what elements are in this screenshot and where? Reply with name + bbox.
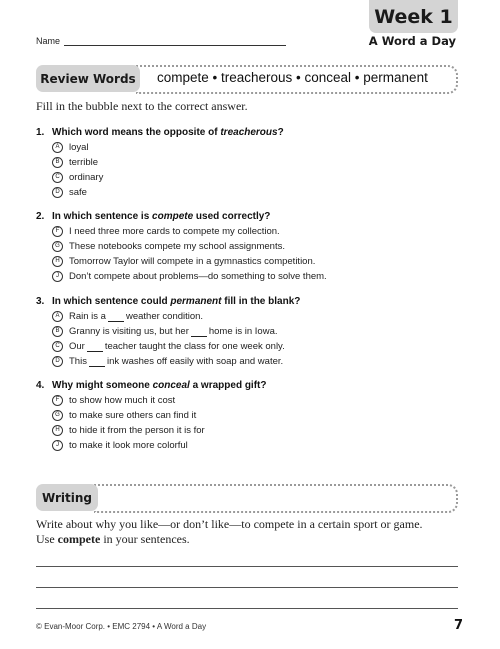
- fill-blank: [191, 327, 207, 337]
- review-words-list: compete • treacherous • conceal • permanent: [157, 70, 428, 85]
- writing-line[interactable]: [36, 608, 458, 609]
- answer-bubble[interactable]: G: [52, 410, 63, 421]
- week-label: Week 1: [374, 5, 453, 28]
- answer-option[interactable]: C ordinary: [36, 170, 456, 185]
- week-tab: [369, 0, 458, 33]
- page-number: 7: [453, 618, 463, 633]
- question-title: 2. In which sentence is compete used correctly?: [36, 211, 271, 222]
- answer-option[interactable]: J to make it look more colorful: [36, 438, 456, 453]
- answer-bubble[interactable]: B: [52, 157, 63, 168]
- answer-bubble[interactable]: D: [52, 187, 63, 198]
- answer-bubble[interactable]: J: [52, 440, 63, 451]
- answer-bubble[interactable]: F: [52, 395, 63, 406]
- review-words-box: [36, 65, 458, 92]
- answer-bubble[interactable]: D: [52, 356, 63, 367]
- review-words-label: Review Words: [36, 65, 140, 92]
- question-1: [36, 125, 456, 200]
- answer-option[interactable]: H to hide it from the person it is for: [36, 423, 456, 438]
- question-title: 3. In which sentence could permanent fill in the blank?: [36, 296, 301, 307]
- answer-option[interactable]: F I need three more cards to compete my collection.: [36, 224, 456, 239]
- writing-label: Writing: [36, 484, 98, 511]
- answer-option[interactable]: D safe: [36, 185, 456, 200]
- fill-blank: [87, 342, 103, 352]
- answer-bubble[interactable]: F: [52, 226, 63, 237]
- answer-option[interactable]: B Granny is visiting us, but her home is in Iowa.: [36, 324, 456, 339]
- answer-option[interactable]: G These notebooks compete my school assignments.: [36, 239, 456, 254]
- answer-option[interactable]: C Our teacher taught the class for one week only.: [36, 339, 456, 354]
- answer-bubble[interactable]: J: [52, 271, 63, 282]
- answer-bubble[interactable]: A: [52, 142, 63, 153]
- answer-option[interactable]: G to make sure others can find it: [36, 408, 456, 423]
- answer-bubble[interactable]: C: [52, 172, 63, 183]
- answer-bubble[interactable]: G: [52, 241, 63, 252]
- question-4: [36, 378, 456, 453]
- writing-box: [36, 484, 458, 511]
- answer-option[interactable]: F to show how much it cost: [36, 393, 456, 408]
- fill-blank: [89, 357, 105, 367]
- writing-line[interactable]: [36, 587, 458, 588]
- instructions: Fill in the bubble next to the correct answer.: [36, 99, 248, 113]
- writing-line[interactable]: [36, 566, 458, 567]
- question-3: [36, 294, 456, 369]
- answer-option[interactable]: J Don’t compete about problems—do something to solve them.: [36, 269, 456, 284]
- name-row: [36, 36, 286, 46]
- question-2: [36, 209, 456, 284]
- answer-bubble[interactable]: B: [52, 326, 63, 337]
- answer-bubble[interactable]: A: [52, 311, 63, 322]
- answer-option[interactable]: A Rain is a weather condition.: [36, 309, 456, 324]
- writing-border: [94, 484, 458, 513]
- name-label: Name: [36, 36, 61, 46]
- footer-copyright: © Evan-Moor Corp. • EMC 2794 • A Word a Day: [36, 622, 207, 631]
- answer-option[interactable]: D This ink washes off easily with soap and water.: [36, 354, 456, 369]
- name-input-line[interactable]: [64, 36, 286, 46]
- answer-bubble[interactable]: H: [52, 425, 63, 436]
- fill-blank: [108, 312, 124, 322]
- answer-bubble[interactable]: C: [52, 341, 63, 352]
- writing-prompt: Write about why you like—or don’t like—to compete in a certain sport or game. Use compete in your sentences.: [36, 517, 423, 546]
- question-title: 1. Which word means the opposite of treacherous?: [36, 127, 284, 138]
- answer-option[interactable]: A loyal: [36, 140, 456, 155]
- book-subtitle: A Word a Day: [368, 34, 456, 48]
- question-title: 4. Why might someone conceal a wrapped gift?: [36, 380, 267, 391]
- answer-option[interactable]: H Tomorrow Taylor will compete in a gymnastics competition.: [36, 254, 456, 269]
- answer-bubble[interactable]: H: [52, 256, 63, 267]
- answer-option[interactable]: B terrible: [36, 155, 456, 170]
